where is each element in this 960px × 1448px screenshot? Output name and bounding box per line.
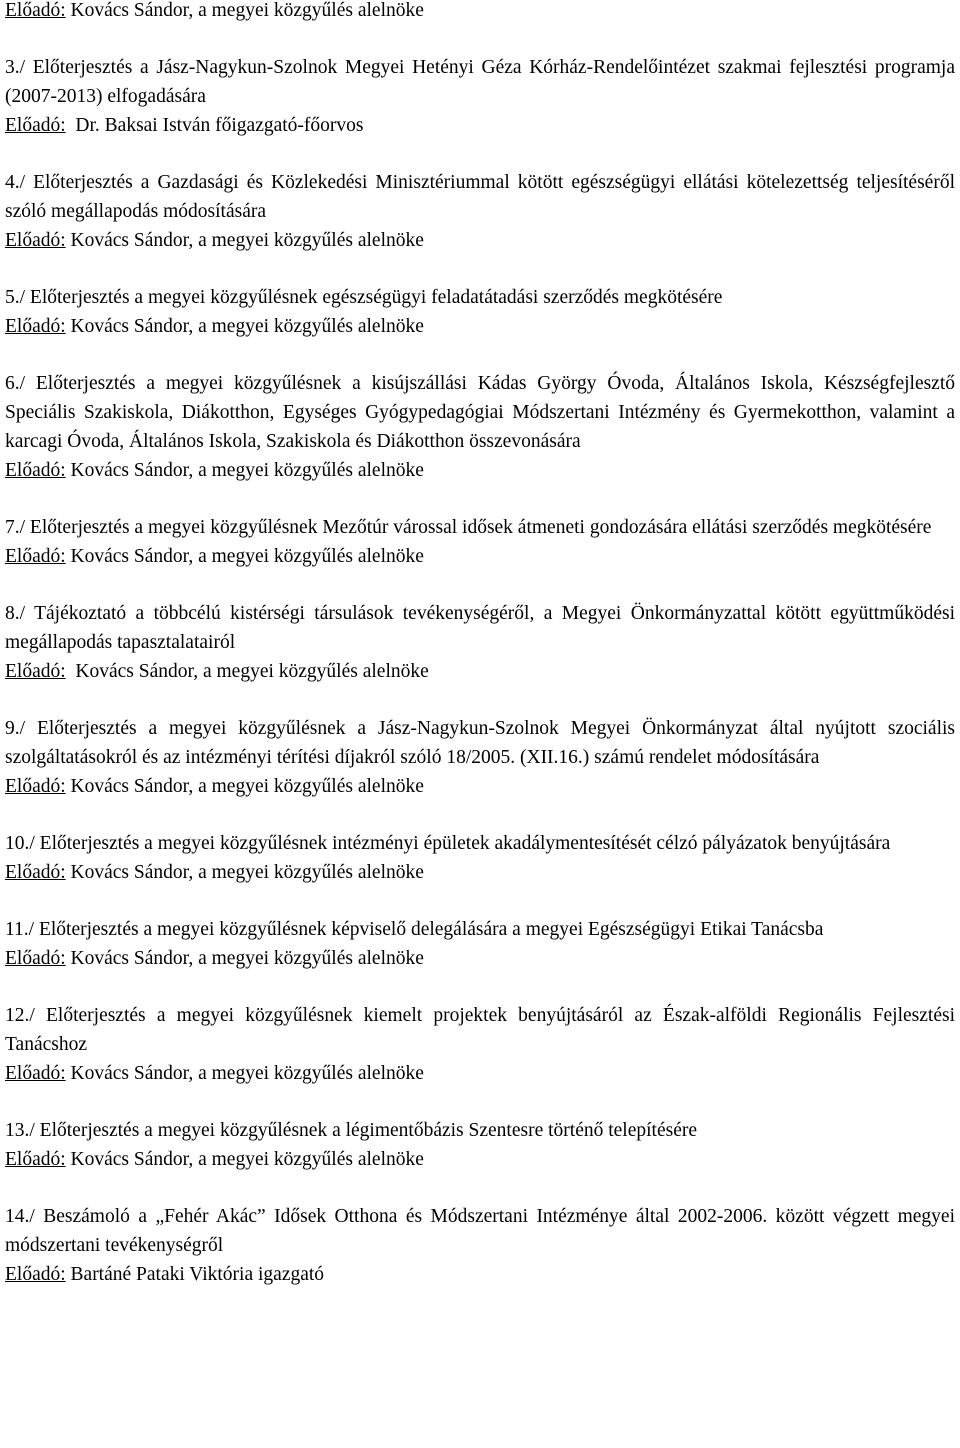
presenter-line — [5, 542, 955, 571]
agenda-item-10 — [5, 829, 955, 887]
item-title-text: Előterjesztés a megyei közgyűlésnek a légimentőbázis Szentesre történő telepítésére — [39, 1120, 697, 1141]
agenda-item-title — [5, 369, 955, 456]
presenter-label: Előadó: — [5, 316, 66, 337]
item-title-text: Előterjesztés a megyei közgyűlésnek képviselő delegálására a megyei Egészségügyi Etikai Tanácsba — [38, 919, 824, 940]
presenter-line — [5, 312, 955, 341]
presenter-label: Előadó: — [5, 1264, 66, 1285]
item-number: 4./ — [5, 172, 26, 193]
agenda-item-6 — [5, 369, 955, 485]
presenter-line — [5, 0, 955, 25]
agenda-item-title — [5, 714, 955, 772]
presenter-label: Előadó: — [5, 776, 66, 797]
presenter-label: Előadó: — [5, 546, 66, 567]
presenter-line — [5, 858, 955, 887]
agenda-item-5 — [5, 283, 955, 341]
agenda-item-title — [5, 1001, 955, 1059]
item-number: 11./ — [5, 919, 35, 940]
agenda-item-title — [5, 915, 955, 944]
agenda-item-title — [5, 1116, 955, 1145]
presenter-name: Kovács Sándor, a megyei közgyűlés alelnöke — [70, 316, 424, 337]
presenter-name: Kovács Sándor, a megyei közgyűlés alelnöke — [70, 230, 424, 251]
agenda-item-14 — [5, 1202, 955, 1289]
item-number: 5./ — [5, 287, 26, 308]
presenter-label: Előadó: — [5, 862, 66, 883]
item-number: 3./ — [5, 57, 26, 78]
presenter-name: Kovács Sándor, a megyei közgyűlés alelnöke — [70, 460, 424, 481]
presenter-label: Előadó: — [5, 230, 66, 251]
item-number: 7./ — [5, 517, 26, 538]
presenter-label: Előadó: — [5, 115, 66, 136]
agenda-item-title — [5, 53, 955, 111]
presenter-name: Dr. Baksai István főigazgató-főorvos — [75, 115, 364, 136]
item-title-text: Beszámoló a „Fehér Akác” Idősek Otthona és Módszertani Intézménye által 2002-2006. között végzett megyei módszertani tevékenységről — [5, 1206, 956, 1256]
item-title-text: Előterjesztés a Jász-Nagykun-Szolnok Megyei Hetényi Géza Kórház-Rendelőintézet szakmai fejlesztési programja (2007-2013) elfogadására — [5, 57, 955, 107]
presenter-name: Kovács Sándor, a megyei közgyűlés alelnöke — [70, 862, 424, 883]
agenda-item-12 — [5, 1001, 955, 1088]
agenda-item-title — [5, 1202, 955, 1260]
presenter-label: Előadó: — [5, 0, 66, 21]
presenter-line — [5, 456, 955, 485]
presenter-name: Kovács Sándor, a megyei közgyűlés alelnöke — [70, 948, 424, 969]
presenter-name: Kovács Sándor, a megyei közgyűlés alelnöke — [70, 1149, 424, 1170]
item-number: 9./ — [5, 718, 26, 739]
presenter-name: Kovács Sándor, a megyei közgyűlés alelnöke — [70, 776, 424, 797]
item-number: 12./ — [5, 1005, 35, 1026]
presenter-line — [5, 1059, 955, 1088]
agenda-item-7 — [5, 513, 955, 571]
presenter-line — [5, 657, 955, 686]
item-title-text: Előterjesztés a megyei közgyűlésnek a kisújszállási Kádas György Óvoda, Általános Iskola, Készségfejlesztő Speciális Szakiskola, Diákotthon, Egységes Gyógypedagógiai Módszertani Intézmény és Gyermekotthon, valamint a karcagi Óvoda, Általános Iskola, Szakiskola és Diákotthon összevonására — [5, 373, 956, 452]
presenter-line — [5, 1145, 955, 1174]
presenter-line — [5, 1260, 955, 1289]
presenter-name: Kovács Sándor, a megyei közgyűlés alelnöke — [75, 661, 429, 682]
agenda-item-title — [5, 168, 955, 226]
item-number: 13./ — [5, 1120, 35, 1141]
item-title-text: Előterjesztés a megyei közgyűlésnek a Jász-Nagykun-Szolnok Megyei Önkormányzat által nyújtott szociális szolgáltatásokról és az intézményi térítési díjakról szóló 18/2005. (XII.16.) számú rendelet módosítására — [5, 718, 955, 768]
agenda-item-11 — [5, 915, 955, 973]
presenter-line — [5, 111, 955, 140]
presenter-name: Kovács Sándor, a megyei közgyűlés alelnöke — [70, 546, 424, 567]
agenda-item-title — [5, 283, 955, 312]
presenter-name: Kovács Sándor, a megyei közgyűlés alelnöke — [70, 1063, 424, 1084]
presenter-label: Előadó: — [5, 948, 66, 969]
item-number: 6./ — [5, 373, 26, 394]
agenda-item-title — [5, 599, 955, 657]
item-title-text: Előterjesztés a megyei közgyűlésnek intézményi épületek akadálymentesítését célzó pályázatok benyújtására — [39, 833, 891, 854]
presenter-label: Előadó: — [5, 661, 66, 682]
agenda-item-13 — [5, 1116, 955, 1174]
item-title-text: Előterjesztés a Gazdasági és Közlekedési Minisztériummal kötött egészségügyi ellátási kötelezettség teljesítéséről szóló megállapodás módosítására — [5, 172, 955, 222]
item-number: 8./ — [5, 603, 26, 624]
presenter-label: Előadó: — [5, 460, 66, 481]
agenda-item-9 — [5, 714, 955, 801]
agenda-item-title — [5, 829, 955, 858]
presenter-name: Bartáné Pataki Viktória igazgató — [70, 1264, 325, 1285]
presenter-line — [5, 944, 955, 973]
presenter-name: Kovács Sándor, a megyei közgyűlés alelnöke — [70, 0, 424, 21]
agenda-item-title — [5, 513, 955, 542]
item-title-text: Előterjesztés a megyei közgyűlésnek kiemelt projektek benyújtásáról az Észak-alföldi Regionális Fejlesztési Tanácshoz — [5, 1005, 955, 1055]
item-title-text: Tájékoztató a többcélú kistérségi társulások tevékenységéről, a Megyei Önkormányzattal kötött együttműködési megállapodás tapasztalatairól — [5, 603, 955, 653]
presenter-line — [5, 772, 955, 801]
presenter-label: Előadó: — [5, 1063, 66, 1084]
item-title-text: Előterjesztés a megyei közgyűlésnek egészségügyi feladatátadási szerződés megkötésére — [29, 287, 723, 308]
item-number: 14./ — [5, 1206, 35, 1227]
agenda-item-3 — [5, 53, 955, 140]
item-number: 10./ — [5, 833, 35, 854]
agenda-item-8 — [5, 599, 955, 686]
item-title-text: Előterjesztés a megyei közgyűlésnek Mezőtúr várossal idősek átmeneti gondozására ellátási szerződés megkötésére — [29, 517, 932, 538]
agenda-item-4 — [5, 168, 955, 255]
presenter-line — [5, 226, 955, 255]
presenter-label: Előadó: — [5, 1149, 66, 1170]
